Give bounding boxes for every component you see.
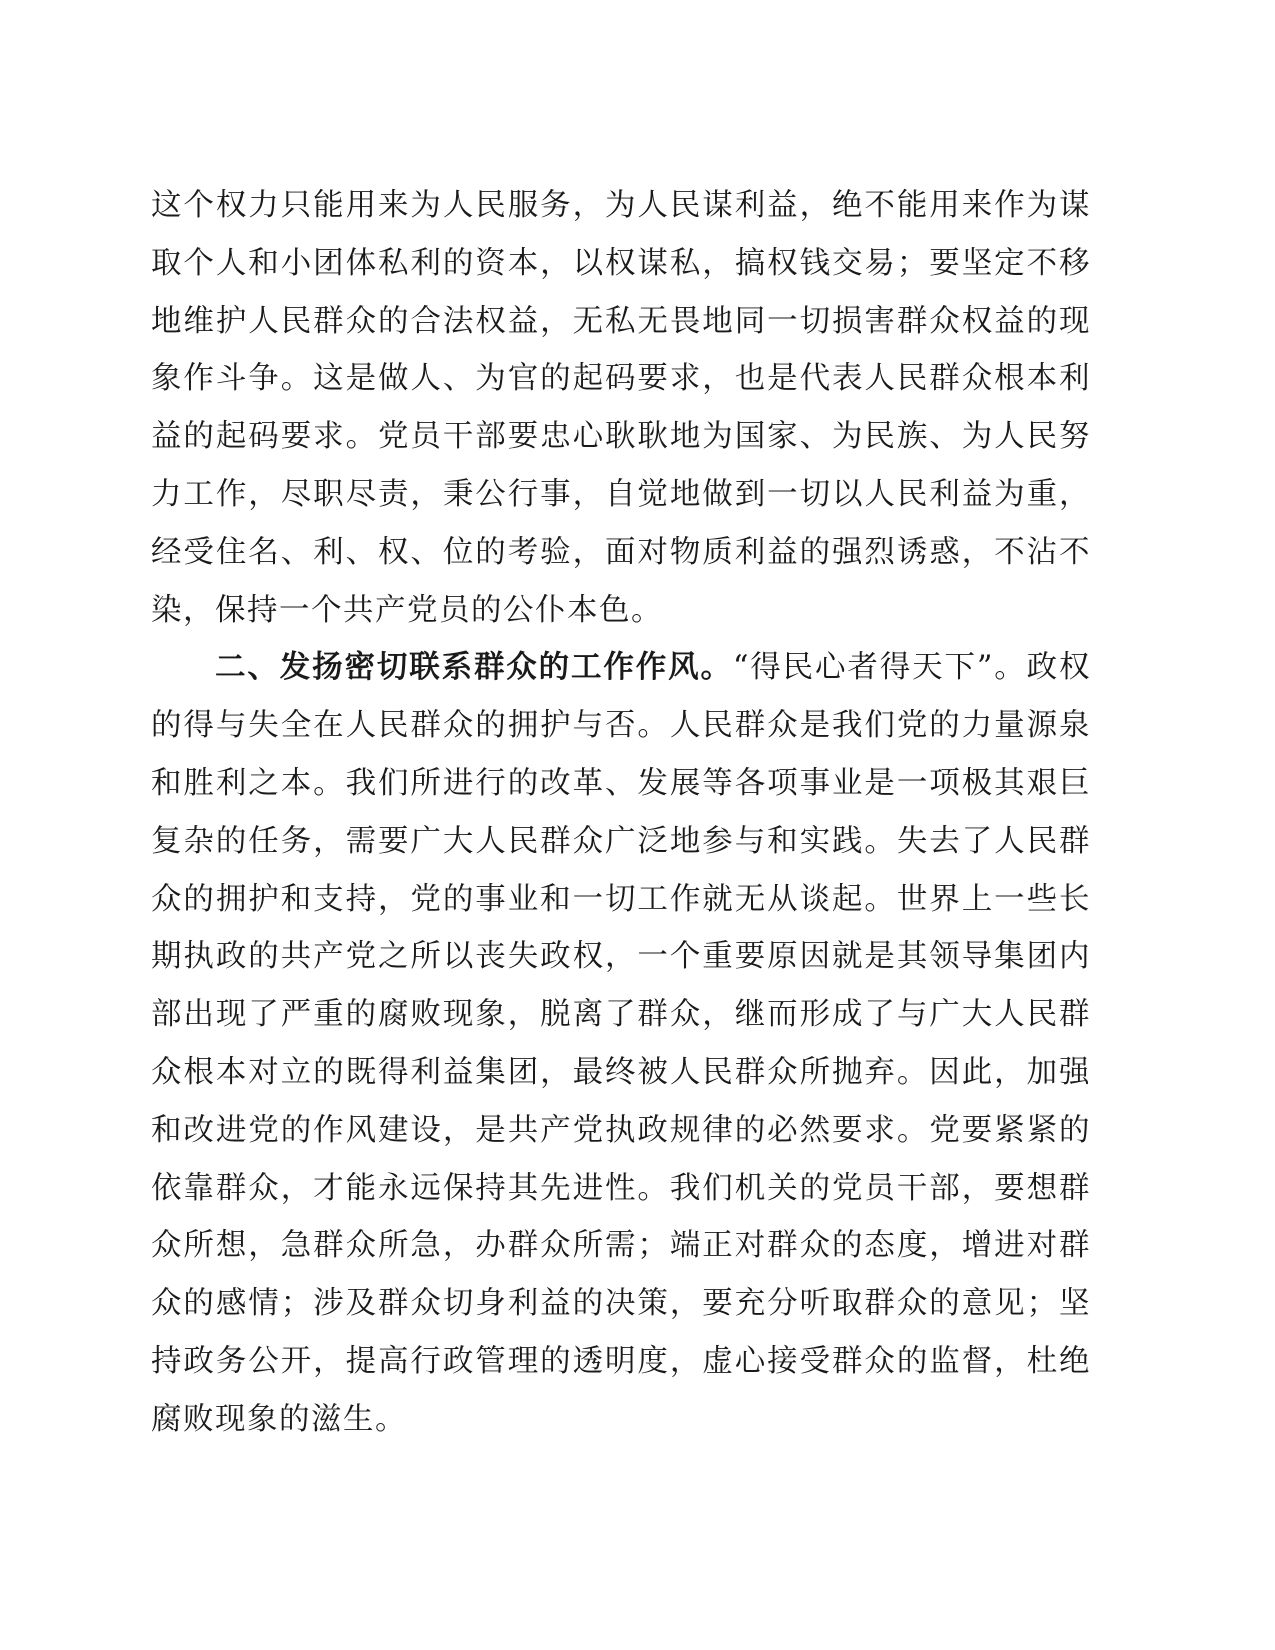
document-body — [151, 177, 1091, 1449]
paragraph-2 — [151, 639, 1091, 1448]
paragraph-1-text: 这个权力只能用来为人民服务，为人民谋利益，绝不能用来作为谋取个人和小团体私利的资本，以权谋私，搞权钱交易；要坚定不移地维护人民群众的合法权益，无私无畏地同一切损害群众权益的现象作斗争。这是做人、为官的起码要求，也是代表人民群众根本利益的起码要求。党员干部要忠心耿耿地为国家、为民族、为人民努力工作，尽职尽责，秉公行事，自觉地做到一切以人民利益为重，经受住名、利、权、位的考验，面对物质利益的强烈诱惑，不沾不染，保持一个共产党员的公仆本色。 — [151, 188, 1091, 628]
section-heading: 二、发扬密切联系群众的工作作风。 — [215, 650, 733, 686]
paragraph-2-text: “得民心者得天下”。政权的得与失全在人民群众的拥护与否。人民群众是我们党的力量源泉和胜利之本。我们所进行的改革、发展等各项事业是一项极其艰巨复杂的任务，需要广大人民群众广泛地参与和实践。失去了人民群众的拥护和支持，党的事业和一切工作就无从谈起。世界上一些长期执政的共产党之所以丧失政权，一个重要原因就是其领导集团内部出现了严重的腐败现象，脱离了群众，继而形成了与广大人民群众根本对立的既得利益集团，最终被人民群众所抛弃。因此，加强和改进党的作风建设，是共产党执政规律的必然要求。党要紧紧的依靠群众，才能永远保持其先进性。我们机关的党员干部，要想群众所想，急群众所急，办群众所需；端正对群众的态度，增进对群众的感情；涉及群众切身利益的决策，要充分听取群众的意见；坚持政务公开，提高行政管理的透明度，虚心接受群众的监督，杜绝腐败现象的滋生。 — [151, 650, 1092, 1437]
paragraph-1 — [151, 177, 1091, 639]
